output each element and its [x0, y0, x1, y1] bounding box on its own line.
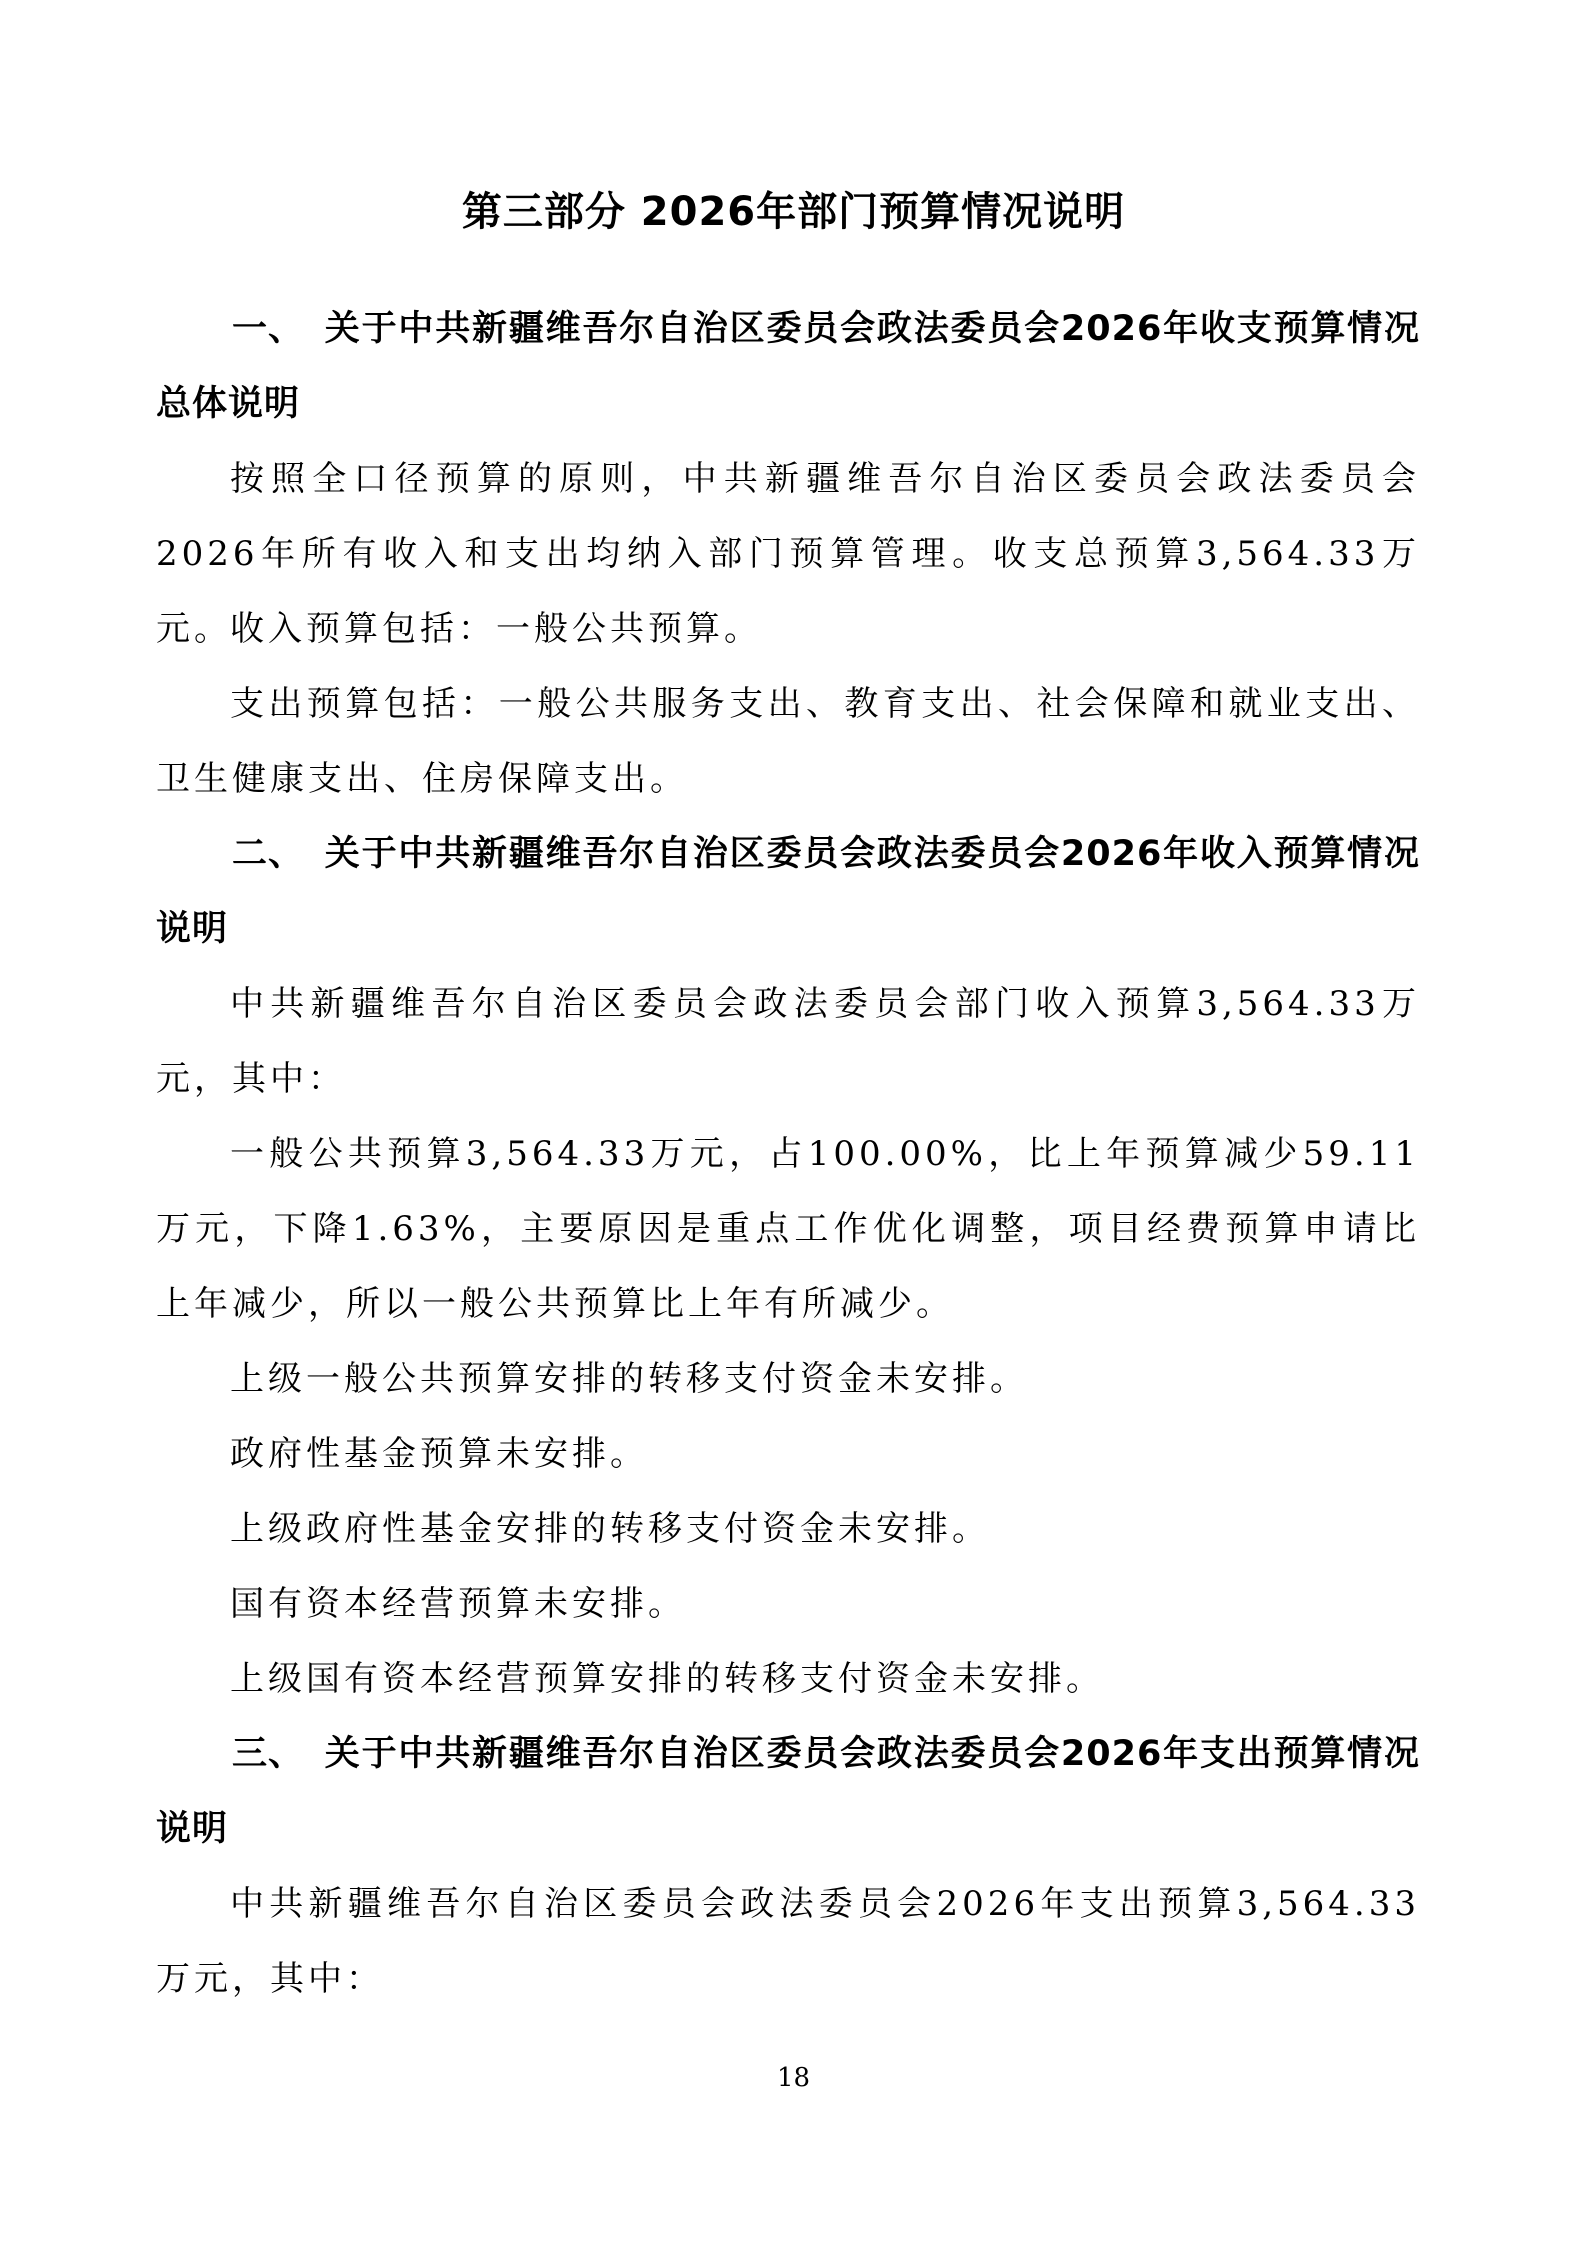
section-heading-number: 三、 [232, 1734, 305, 1774]
paragraph: 一般公共预算3,564.33万元，占100.00%，比上年预算减少59.11万元，下降1.63%，主要原因是重点工作优化调整，项目经费预算申请比上年减少，所以一般公共预算比上年有所减少。 [156, 1134, 1420, 1324]
section-heading-number: 一、 [232, 309, 305, 349]
page-number: 18 [776, 2063, 811, 2093]
paragraph: 收入预算包括：一般公共预算。 [230, 609, 762, 649]
section-heading-text: 关于中共新疆维吾尔自治区委员会政法委员会2026年收入预算情况说明 [156, 834, 1420, 949]
page-title: 第三部分 2026年部门预算情况说明 [461, 189, 1126, 235]
section-heading-text: 关于中共新疆维吾尔自治区委员会政法委员会2026年收支预算情况总体说明 [156, 309, 1420, 424]
section-heading-number: 二、 [232, 834, 305, 874]
paragraph: 支出预算包括：一般公共服务支出、教育支出、社会保障和就业支出、卫生健康支出、住房保障支出。 [156, 684, 1420, 799]
paragraph: 政府性基金预算未安排。 [230, 1434, 648, 1474]
paragraph: 上级政府性基金安排的转移支付资金未安排。 [230, 1509, 990, 1549]
paragraph: 中共新疆维吾尔自治区委员会政法委员会2026年支出预算3,564.33万元，其中： [156, 1884, 1420, 1999]
paragraph: 按照全口径预算的原则，中共新疆维吾尔自治区委员会政法委员会2026年所有收入和支出均纳入部门预算管理。收支总预算3,564.33万元。 [156, 459, 1420, 649]
paragraph: 上级一般公共预算安排的转移支付资金未安排。 [230, 1359, 1028, 1399]
section-heading-2 [156, 817, 1420, 967]
section-heading-3 [156, 1717, 1420, 1867]
paragraph: 中共新疆维吾尔自治区委员会政法委员会部门收入预算3,564.33万元，其中： [156, 984, 1420, 1099]
section-heading-text: 关于中共新疆维吾尔自治区委员会政法委员会2026年支出预算情况说明 [156, 1734, 1420, 1849]
paragraph: 上级国有资本经营预算安排的转移支付资金未安排。 [230, 1659, 1104, 1699]
paragraph: 国有资本经营预算未安排。 [230, 1584, 686, 1624]
section-heading-1 [156, 292, 1420, 442]
